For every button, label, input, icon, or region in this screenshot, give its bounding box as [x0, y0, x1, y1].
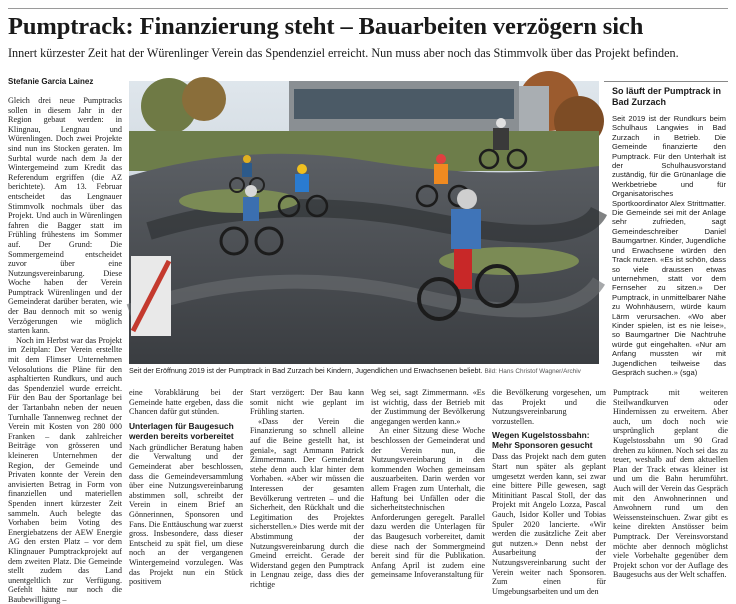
text-column-5	[492, 388, 606, 596]
text-column-4	[371, 388, 485, 596]
paragraph: Noch im Herbst war das Projekt im Zeitplan: Der Verein erstellte mit dem Flimser Unternehmen Velosolutions die Pläne für den asphaltierten Rundkurs, und auch das Spendenziel wurde erreicht. Für den Bau der Sportanlage bei der Tartanbahn neben der neuen Turnhalle Tannenweg rechnet der Verein mit Kosten von 280 000 Franken – dank zahlreicher Beiträge von grösseren und kleineren Unternehmen der Region, der Gemeinde und Privaten konnte der Verein den anvisierten Betrag in Form von finanziellen und materiellen Spenden innert kürzester Zeit sammeln. Auch belegte das Vorhaben beim Voting des Energiebatzens der AEW Energie AG den ersten Platz – vor dem Klingnauer Pumptrackprojekt auf dem zweiten Platz. Die Gemeinde stellt zudem das Land unentgeltlich zur Verfügung. Gefehlt hätte nur noch die Baubewilligung –	[8, 335, 122, 604]
sidebar-paragraph: Seit 2019 ist der Rundkurs beim Schulhaus Langwies in Bad Zurzach in Betrieb. Die Gemeinde finanzierte den Pumptrack. Für den Unterhalt ist der Schulhausvorstand zuständig, für die Grünanlage die Werkbetriebe und für Organisatorisches Sportkoordinator Alex Strittmatter. Die Gemeinde sei mit der Anlage sehr zufrieden, sagt Gemeindeschreiber Daniel Baumgartner. Kinder, Jugendliche und Erwachsene würden den Track nutzen. «Es ist schön, dass so viele draussen etwas unternehmen, statt vor dem Fernseher zu sitzen.» Der Pumptrack, in unmittelbarer Nähe zu Wohnhäusern, würde kaum Lärm verursachen. «Wo aber Kinder spielen, ist es nie leise», so Baumgartner Die Nachtruhe würde gut eingehalten. «Nur am Anfang mussten wir mit Jugendlichen teilweise das Gespräch suchen.» (sga)	[612, 114, 726, 377]
pumptrack-photo-illustration	[129, 81, 599, 364]
sidebar-body	[612, 114, 726, 376]
paragraph: Start verzögert: Der Bau kann somit nicht wie geplant im Frühling starten.	[250, 388, 364, 417]
text-column-6	[613, 388, 728, 596]
photo-caption	[129, 366, 599, 376]
paragraph: eine Vorabklärung bei der Gemeinde hatte ergeben, dass die Chancen dafür gut stünden.	[129, 388, 243, 417]
paragraph: An einer Sitzung diese Woche beschlossen der Gemeinderat und der Verein nun, die Nutzungsvereinbarung in den kommenden Wochen gemeinsam auszuarbeiten. Darin werden vor allem Fragen zum Unterhalt, die Haftung bei Unfällen oder die sicherheitstechnischen Anforderungen geregelt. Parallel dazu werden die Unterlagen für das Baugesuch vorbereitet, damit diese nach der Sommergmeind bereit sind für die Publikation. Anfang April ist zudem eine gemeinsame Infoveranstaltung für	[371, 426, 485, 580]
text-column-3	[250, 388, 364, 596]
article-author: Stefanie Garcia Lainez	[8, 77, 94, 86]
caption-text: Seit der Eröffnung 2019 ist der Pumptrack in Bad Zurzach bei Kindern, Jugendlichen und Erwachsenen beliebt.	[129, 366, 483, 375]
article-subtitle: Innert kürzester Zeit hat der Würenlinger Verein das Spendenziel erreicht. Nun muss aber noch das Stimmvolk über das Projekt befinden.	[8, 46, 679, 60]
article-headline: Pumptrack: Finanzierung steht – Bauarbeiten verzögern sich	[8, 13, 644, 40]
paragraph: Gleich drei neue Pumptracks sollen in diesem Jahr in der Region gebaut werden: in Klingnau, Lengnau und Würenlingen. Doch zwei Projekte sind nun ins Stocken geraten. Im Surbtal wurde nach dem Ja der Wintergemeind zum Kredit das Referendum ergriffen (die AZ berichtete). Am 13. Februar entscheidet das Lengnauer Stimmvolk nochmals über das Projekt. Und auch in Würenlingen fahren die Bagger statt im Frühling frühestens im Sommer auf. Der Grund: Die Sommergemeind entscheidet zuvor über eine Nutzungsvereinbarung. Diese Woche haben der Verein Pumptrack Würenlingen und der Gemeinderat darüber beraten, wie der Bau dennoch mit so wenig Verzögerungen wie möglich starten kann.	[8, 96, 122, 336]
paragraph: Pumptrack mit weiteren Steilwandkurven oder Hindernissen zu erweitern. Aber auch, um doch noch wie ursprünglich geplant die Kugelstossbahn um 90 Grad drehen zu können. Noch sei das zu teuer, weshalb auf dem aktuellen Plan der Track etwas kleiner ist und um die Bahn herumführt. Auch will der Verein das Gespräch mit den Anwohnerinnen und Anwohnern rund um den Weissensteinschuen. Zwar gibt es keine direkten Anstösser beim Pumptrack. Der Vereinsvorstand möchte aber dennoch möglichst viele Vorbehalte gegenüber dem Projekt schon vor der Auflage des Baugesuchs aus der Welt schaffen.	[613, 388, 728, 580]
text-column-2	[129, 388, 243, 596]
paragraph: Nach gründlicher Beratung haben die Verwaltung und der Gemeinderat aber beschlossen, dass die Gemeindeversammlung über eine Nutzungsvereinbarung abstimmen soll, schreibt der Verein in einem Brief an Gönnerinnen, Sponsoren und Fans. Die Enttäuschung war zuerst gross. Insbesondere, dass dieser Entscheid zu spät fiel, um diese noch an der vergangenen Wintergemeind vorzulegen. Was das Projekt nun ein Stück positivem	[129, 442, 243, 587]
paragraph: Dass das Projekt nach dem guten Start nun später als geplant umgesetzt werden kann, sei zwar eine bittere Pille gewesen, sagt Mitinitiant Pascal Stoll, der das Projekt mit Angelo Lozza, Pascal Gauch, Isidor Koller und Tobias Spuler 2020 lancierte. «Wir werden die zusätzliche Zeit aber gut nutzen.» Denn nebst der Ausarbeitung der Nutzungsvereinbarung sucht der Verein weiter nach Sponsoren. Zum einen für Umgebungsarbeiten und um den	[492, 452, 606, 596]
subheading: Wegen Kugelstossbahn: Mehr Sponsoren gesucht	[492, 430, 593, 451]
paragraph: die Bevölkerung vorgesehen, um das Projekt und die Nutzungsvereinbarung vorzustellen.	[492, 388, 606, 426]
sidebar-title: So läuft der Pumptrack in Bad Zurzach	[612, 86, 722, 107]
paragraph: Weg sei, sagt Zimmermann. «Es ist wichtig, dass der Betrieb mit der Zustimmung der Bevölkerung angegangen werden kann.»	[371, 388, 485, 426]
photo-credit: Bild: Hans Christof Wagner/Archiv	[484, 368, 581, 375]
text-column-1	[8, 96, 122, 604]
article-photo	[129, 81, 599, 364]
top-rule	[8, 8, 728, 9]
paragraph: «Dass der Verein die Finanzierung so schnell alleine auf die Beine gestellt hat, ist genial», sagt Ammann Patrick Zimmermann. Der Gemeinderat stehe denn auch klar hinter dem Vorhaben. «Aber wir müssen die Interessen der gesamten Bevölkerung vertreten – und die Sicherheit, den Rückhalt und die Legitimation des Projektes sicherstellen.» Dies werde mit der Abstimmung der Nutzungsvereinbarung durch die Gmeind erreicht. Gerade der Widerstand gegen den Pumptrack in Lengnau zeige, dass dies der richtige	[250, 416, 364, 589]
subheading: Unterlagen für Baugesuch werden bereits vorbereitet	[129, 420, 234, 441]
